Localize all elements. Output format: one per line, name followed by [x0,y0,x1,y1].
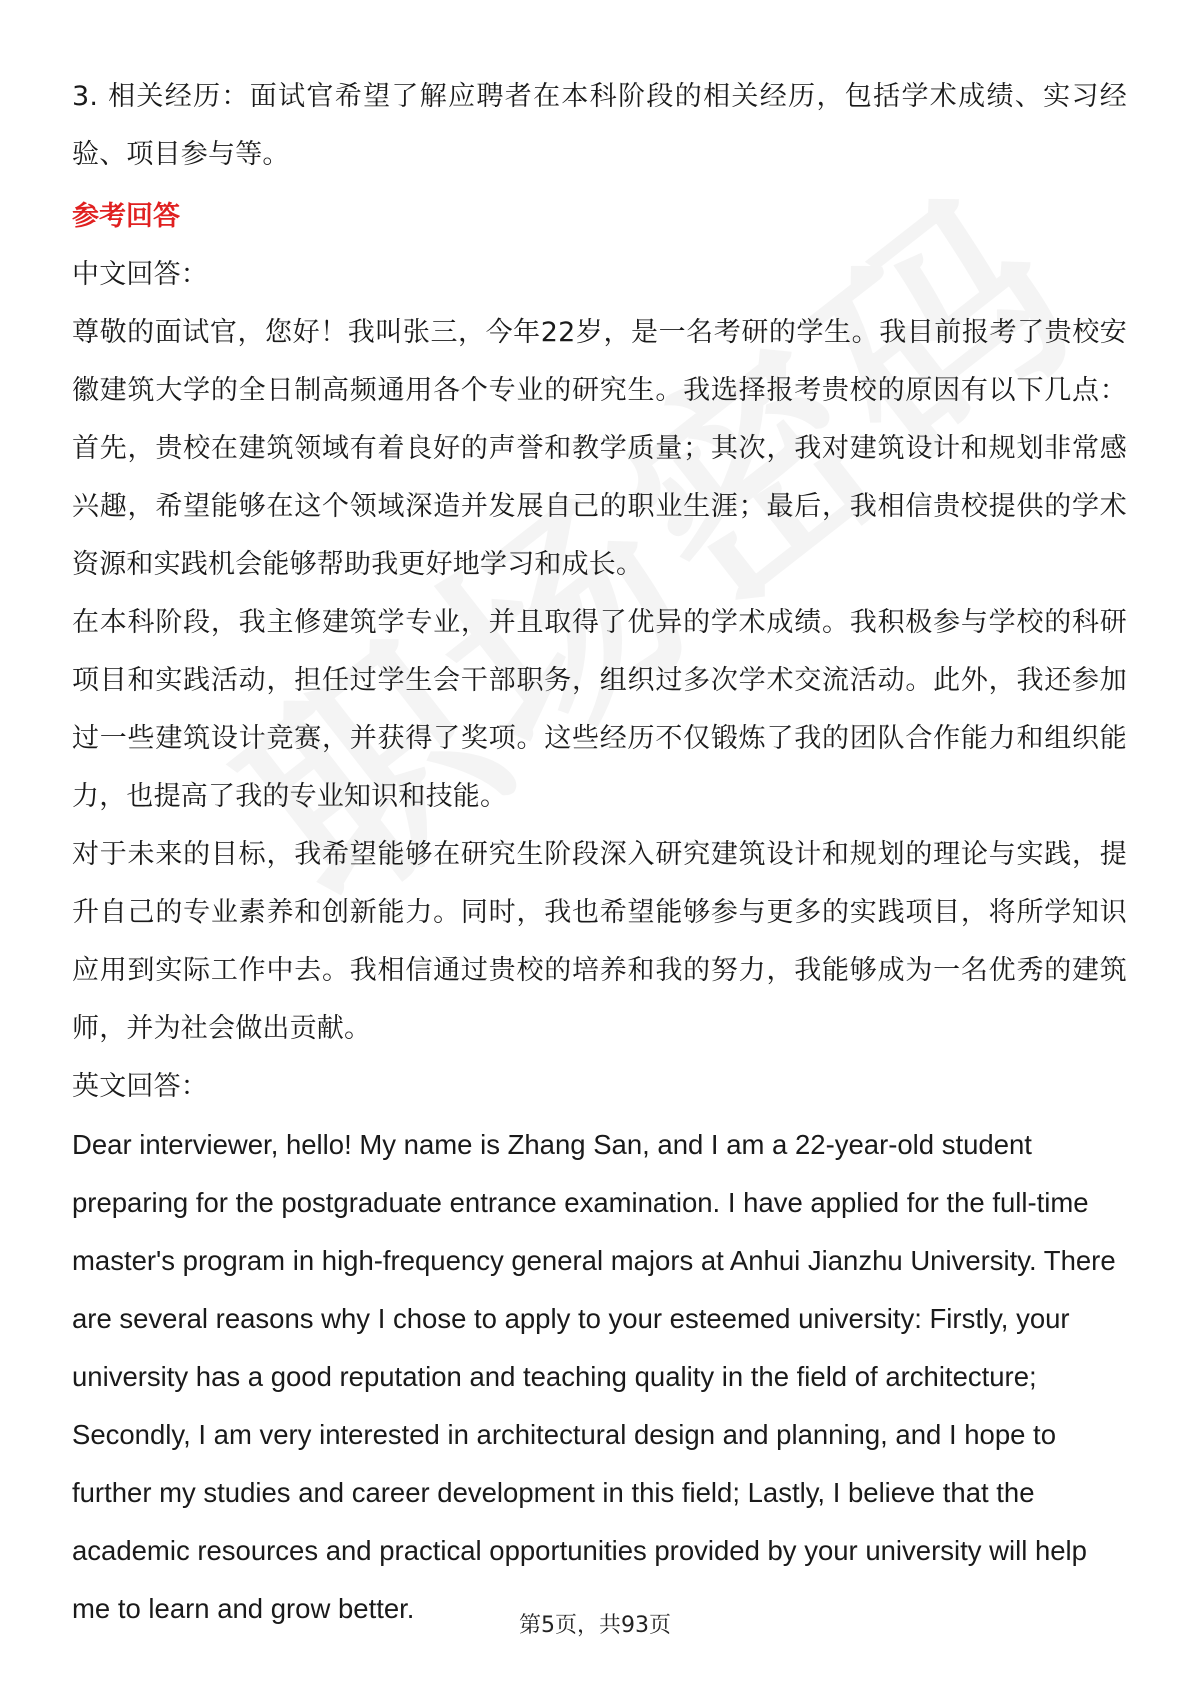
section-title-reference-answer: 参考回答 [72,201,180,232]
page-content [72,68,1127,1638]
chinese-answer-heading: 中文回答： [72,259,208,290]
chinese-paragraph: 尊敬的面试官，您好！我叫张三，今年22岁，是一名考研的学生。我目前报考了贵校安徽建筑大学的全日制高频通用各个专业的研究生。我选择报考贵校的原因有以下几点：首先，贵校在建筑领域有着良好的声誉和教学质量；其次，我对建筑设计和规划非常感兴趣，希望能够在这个领域深造并发展自己的职业生涯；最后，我相信贵校提供的学术资源和实践机会能够帮助我更好地学习和成长。 [72,317,1127,580]
chinese-paragraph: 对于未来的目标，我希望能够在研究生阶段深入研究建筑设计和规划的理论与实践，提升自己的专业素养和创新能力。同时，我也希望能够参与更多的实践项目，将所学知识应用到实际工作中去。我相信通过贵校的培养和我的努力，我能够成为一名优秀的建筑师，并为社会做出贡献。 [72,839,1127,1044]
page-number: 第5页，共93页 [519,1613,671,1638]
english-paragraph: Dear interviewer, hello! My name is Zhang San, and I am a 22-year-old student preparing for the postgraduate entrance examination. I have applied for the full-time master's program in high-frequency general majors at Anhui Jianzhu University. There are several reasons why I chose to apply to your esteemed university: Firstly, your university has a good reputation and teaching quality in the field of architecture; Secondly, I am very interested in architectural design and planning, and I hope to further my studies and career development in this field; Lastly, I believe that the academic resources and practical opportunities provided by your university will help me to learn and grow better. [72,1129,1116,1624]
english-answer-heading: 英文回答： [72,1071,208,1102]
chinese-paragraph: 在本科阶段，我主修建筑学专业，并且取得了优异的学术成绩。我积极参与学校的科研项目和实践活动，担任过学生会干部职务，组织过多次学术交流活动。此外，我还参加过一些建筑设计竞赛，并获得了奖项。这些经历不仅锻炼了我的团队合作能力和组织能力，也提高了我的专业知识和技能。 [72,607,1127,812]
item-3-related-experience: 3. 相关经历：面试官希望了解应聘者在本科阶段的相关经历，包括学术成绩、实习经验、项目参与等。 [72,81,1127,170]
